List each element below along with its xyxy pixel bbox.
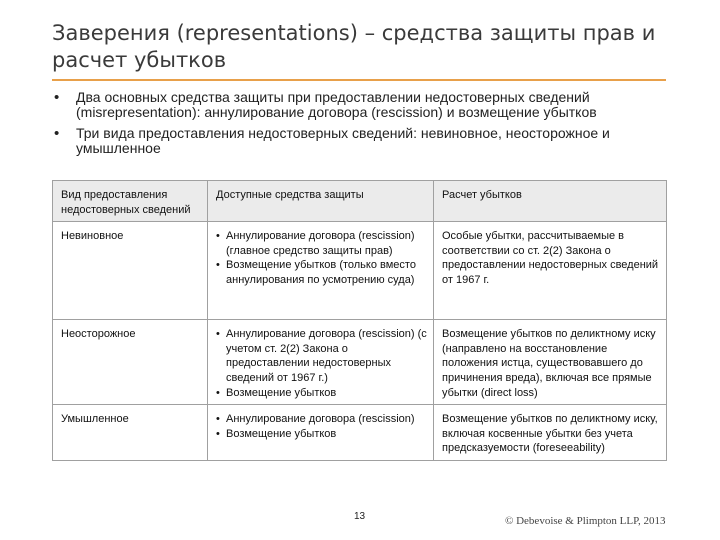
remedy-item: • Аннулирование договора (rescission) (главное средство защиты прав) — [216, 230, 415, 257]
table-row — [53, 320, 667, 405]
type-cell: Умышленное — [53, 405, 208, 461]
bullet-dot-icon: • — [216, 328, 220, 341]
header-cell: Доступные средства защиты — [208, 181, 434, 222]
table-row — [53, 405, 667, 461]
header-cell: Расчет убытков — [434, 181, 667, 222]
bullet-dot-icon: • — [216, 427, 220, 440]
remedy-item: • Возмещение убытков — [216, 427, 337, 440]
slide-title: Заверения (representations) – средства защиты прав и расчет убытков — [52, 21, 656, 72]
footer-copyright: © Debevoise & Plimpton LLP, 2013 — [505, 515, 666, 527]
remedies-cell — [208, 320, 434, 405]
bullet-dot-icon: • — [216, 230, 220, 243]
title-divider — [52, 79, 666, 81]
bullet-text: Два основных средства защиты при предоставлении недостоверных сведений (misrepresentation): аннулирование договора (rescission) и возмещение убытков — [76, 89, 597, 120]
damages-cell: Особые убытки, рассчитываемые в соответствии со ст. 2(2) Закона о предоставлении недостоверных сведений от 1967 г. — [434, 222, 667, 320]
table-row — [53, 222, 667, 320]
table-header-row — [53, 181, 667, 222]
bullet-item — [52, 126, 672, 156]
remedy-item: • Возмещение убытков (только вместо аннулирования по усмотрению суда) — [216, 259, 416, 286]
bullet-dot-icon: • — [54, 125, 60, 142]
remedy-item: • Аннулирование договора (rescission) — [216, 413, 415, 426]
remedy-item: • Возмещение убытков — [216, 386, 337, 399]
bullet-list — [52, 90, 672, 162]
bullet-dot-icon: • — [216, 413, 220, 426]
remedies-table — [52, 180, 667, 461]
bullet-dot-icon: • — [216, 386, 220, 399]
type-cell: Неосторожное — [53, 320, 208, 405]
remedies-cell — [208, 405, 434, 461]
bullet-item — [52, 90, 672, 120]
header-cell: Вид предоставления недостоверных сведений — [53, 181, 208, 222]
bullet-dot-icon: • — [216, 259, 220, 272]
damages-cell: Возмещение убытков по деликтному иску (направлено на восстановление положения истца, существовавшего до причинения вреда), включая все прямые убытки (direct loss) — [434, 320, 667, 405]
remedies-cell — [208, 222, 434, 320]
bullet-dot-icon: • — [54, 89, 60, 106]
remedy-item: • Аннулирование договора (rescission) (с учетом ст. 2(2) Закона о предоставлении недостоверных сведений от 1967 г.) — [216, 328, 427, 384]
bullet-text: Три вида предоставления недостоверных сведений: невиновное, неосторожное и умышленное — [76, 125, 610, 156]
type-cell: Невиновное — [53, 222, 208, 320]
page-number: 13 — [354, 511, 366, 522]
damages-cell: Возмещение убытков по деликтному иску, включая косвенные убытки без учета предсказуемости (foreseeability) — [434, 405, 667, 461]
